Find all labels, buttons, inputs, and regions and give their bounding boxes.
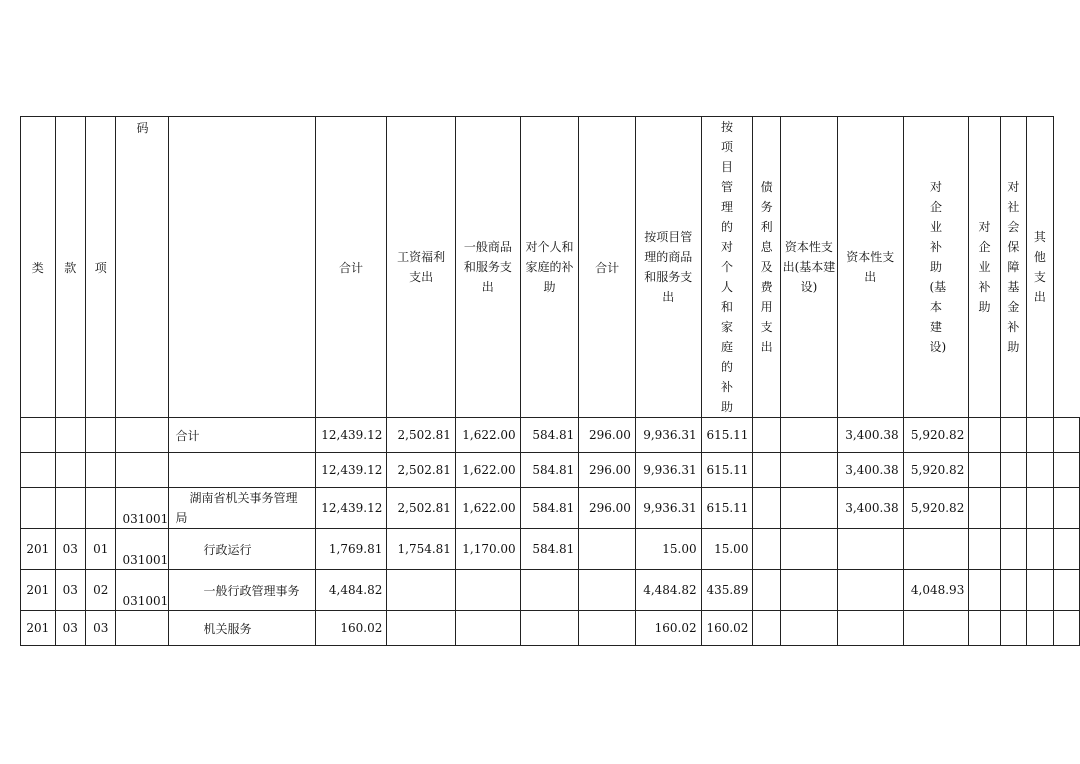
cell-name: 合计 [169,418,315,453]
cell-c5: 296.00 [579,453,636,488]
cell-c8 [753,611,780,646]
cell-c11: 4,048.93 [903,570,969,611]
cell-c11 [903,611,969,646]
cell-c12 [969,570,1000,611]
cell-c8 [753,570,780,611]
cell-c6: 4,484.82 [635,570,701,611]
cell-lei: 201 [21,529,56,570]
cell-heji: 160.02 [315,611,387,646]
cell-kuan [55,418,85,453]
cell-name [169,453,315,488]
header-name-blank [169,117,315,418]
cell-c13 [1000,488,1027,529]
cell-c7: 615.11 [701,418,753,453]
header-heji2: 合计 [579,117,636,418]
cell-c5: 296.00 [579,488,636,529]
header-qita [1027,117,1054,418]
cell-c10: 3,400.38 [837,418,903,453]
cell-name: 行政运行 [169,529,315,570]
cell-name: 机关服务 [169,611,315,646]
cell-c7: 435.89 [701,570,753,611]
cell-heji: 4,484.82 [315,570,387,611]
table-row [21,529,1080,570]
header-gongzi [387,117,456,418]
cell-c12 [969,529,1000,570]
cell-c13 [1000,611,1027,646]
cell-c6: 9,936.31 [635,453,701,488]
cell-c13 [1000,453,1027,488]
cell-lei [21,453,56,488]
cell-c2: 2,502.81 [387,453,456,488]
cell-lei: 201 [21,570,56,611]
cell-c15 [1053,529,1079,570]
cell-c12 [969,611,1000,646]
cell-name: 湖南省机关事务管理局 [169,488,315,529]
cell-c3: 1,170.00 [455,529,520,570]
cell-code [116,453,169,488]
header-lei: 类 [21,117,56,418]
cell-c4: 584.81 [520,418,579,453]
cell-c7: 15.00 [701,529,753,570]
budget-table [20,116,1080,646]
cell-c12 [969,453,1000,488]
cell-xiang: 03 [86,611,116,646]
header-zhaiwu [753,117,780,418]
cell-code [116,418,169,453]
header-yiban-text: 一般商品和服务支出 [463,240,512,294]
header-zhaiwu-text: 债务利息及费用支出 [760,180,773,354]
header-ziben [837,117,903,418]
cell-c2: 2,502.81 [387,418,456,453]
cell-c10 [837,529,903,570]
cell-c15 [1053,570,1079,611]
cell-c11 [903,529,969,570]
cell-c2 [387,570,456,611]
cell-code: 031001 [116,488,169,529]
cell-c5 [579,529,636,570]
cell-c4: 584.81 [520,529,579,570]
header-qiye-text: 对企业补助 [978,220,991,314]
cell-lei [21,488,56,529]
cell-c9 [780,453,837,488]
header-duigeren-text: 对个人和家庭的补助 [525,240,574,294]
cell-lei [21,418,56,453]
cell-c9 [780,570,837,611]
header-kuan: 款 [55,117,85,418]
cell-c3: 1,622.00 [455,418,520,453]
cell-xiang: 02 [86,570,116,611]
cell-c3: 1,622.00 [455,488,520,529]
header-qiye [969,117,1000,418]
cell-c3: 1,622.00 [455,453,520,488]
cell-c11: 5,920.82 [903,418,969,453]
cell-c7: 615.11 [701,488,753,529]
cell-c15 [1053,418,1079,453]
cell-c4: 584.81 [520,453,579,488]
cell-xiang [86,488,116,529]
cell-c10 [837,570,903,611]
cell-code: 031001 [116,529,169,570]
cell-c5 [579,570,636,611]
header-row [21,117,1080,418]
header-ziben-text: 资本性支出 [846,250,895,284]
cell-c15 [1053,453,1079,488]
header-heji1: 合计 [315,117,387,418]
cell-c9 [780,488,837,529]
table-row [21,488,1080,529]
cell-lei: 201 [21,611,56,646]
cell-c14 [1027,570,1054,611]
cell-c6: 9,936.31 [635,488,701,529]
header-gongzi-text: 工资福利支出 [397,250,446,284]
cell-c8 [753,453,780,488]
header-code-cell [116,117,169,418]
header-xiangmu-buzhu-text: 按项目管理的对个人和家庭的补助 [721,120,734,414]
header-qita-text: 其他支出 [1033,230,1046,304]
cell-c6: 9,936.31 [635,418,701,453]
cell-c14 [1027,453,1054,488]
cell-c10 [837,611,903,646]
header-qiye-jijian [903,117,969,418]
cell-c13 [1000,529,1027,570]
table-row [21,418,1080,453]
cell-c8 [753,488,780,529]
cell-c3 [455,611,520,646]
header-shehui-text: 对社会保障基金补助 [1007,180,1020,354]
cell-c6: 160.02 [635,611,701,646]
cell-heji: 12,439.12 [315,418,387,453]
cell-c6: 15.00 [635,529,701,570]
cell-kuan: 03 [55,570,85,611]
cell-c14 [1027,488,1054,529]
cell-c11: 5,920.82 [903,488,969,529]
cell-c7: 160.02 [701,611,753,646]
cell-c13 [1000,418,1027,453]
table-row [21,570,1080,611]
cell-heji: 12,439.12 [315,488,387,529]
cell-c14 [1027,418,1054,453]
cell-c8 [753,418,780,453]
header-yiban [455,117,520,418]
cell-c4: 584.81 [520,488,579,529]
cell-c2 [387,611,456,646]
cell-c13 [1000,570,1027,611]
cell-c14 [1027,611,1054,646]
cell-kuan [55,488,85,529]
header-xiang: 项 [86,117,116,418]
cell-c15 [1053,611,1079,646]
cell-code [116,611,169,646]
cell-c10: 3,400.38 [837,453,903,488]
cell-c12 [969,418,1000,453]
cell-c9 [780,529,837,570]
cell-kuan [55,453,85,488]
cell-heji: 1,769.81 [315,529,387,570]
cell-kuan: 03 [55,611,85,646]
header-xiangmu-shangpin-text: 按项目管理的商品和服务支出 [644,230,693,304]
cell-c5: 296.00 [579,418,636,453]
cell-c10: 3,400.38 [837,488,903,529]
cell-code: 031001 [116,570,169,611]
cell-c12 [969,488,1000,529]
cell-c2: 2,502.81 [387,488,456,529]
cell-xiang [86,453,116,488]
cell-c15 [1053,488,1079,529]
cell-c14 [1027,529,1054,570]
cell-xiang [86,418,116,453]
cell-c9 [780,611,837,646]
cell-c11: 5,920.82 [903,453,969,488]
cell-c4 [520,570,579,611]
cell-kuan: 03 [55,529,85,570]
header-ziben-jijian-text: 资本性支出(基本建设) [782,240,836,294]
table-row [21,611,1080,646]
header-xiangmu-buzhu [701,117,753,418]
header-xiangmu-shangpin [635,117,701,418]
header-duigeren [520,117,579,418]
cell-c2: 1,754.81 [387,529,456,570]
header-ma: 码 [136,121,149,135]
cell-c7: 615.11 [701,453,753,488]
cell-heji: 12,439.12 [315,453,387,488]
cell-xiang: 01 [86,529,116,570]
table-row [21,453,1080,488]
cell-c4 [520,611,579,646]
cell-c3 [455,570,520,611]
header-qiye-jijian-text: 对企业补助(基本建设) [929,180,947,354]
header-ziben-jijian [780,117,837,418]
header-shehui [1000,117,1027,418]
cell-name: 一般行政管理事务 [169,570,315,611]
cell-c5 [579,611,636,646]
cell-c9 [780,418,837,453]
cell-c8 [753,529,780,570]
